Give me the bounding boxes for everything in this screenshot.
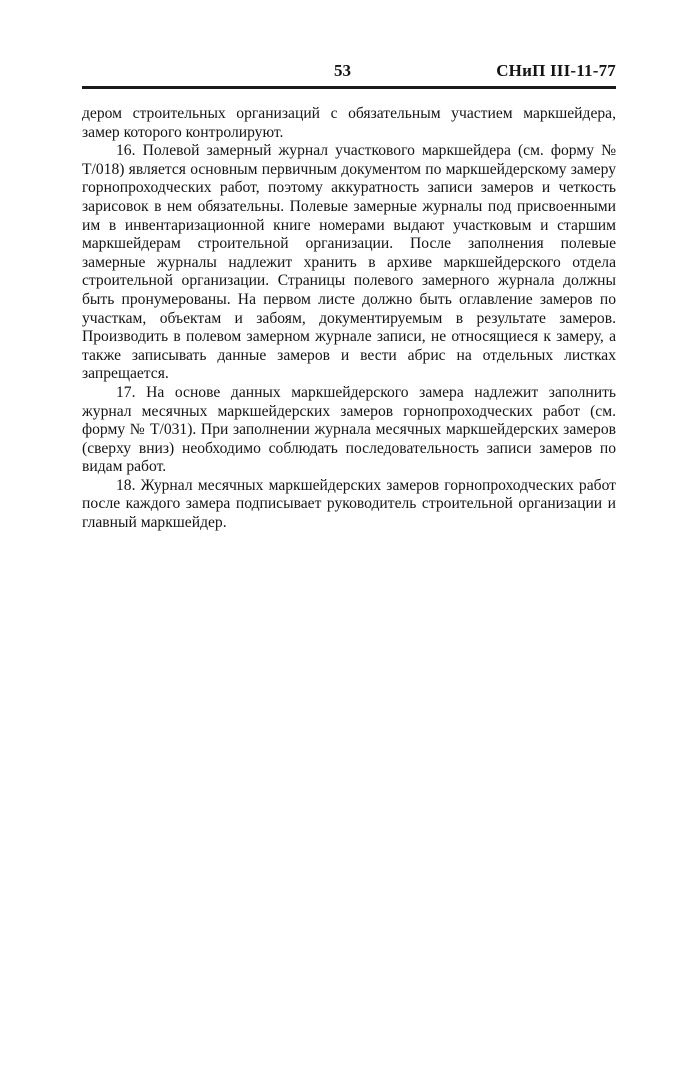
- paragraph-17: 17. На основе данных маркшейдерского замера надлежит заполнить журнал месячных маркшейдерских замеров горнопроходческих работ (см. форму № Т/031). При заполнении журнала месячных маркшейдерских замеров (сверху вниз) необходимо соблюдать последовательность записи замеров по видам работ.: [82, 383, 616, 476]
- paragraph-16: 16. Полевой замерный журнал участкового маркшейдера (см. форму № Т/018) является основным первичным документом по маркшейдерскому замеру горнопроходческих работ, поэтому аккуратность записи замеров и четкость зарисовок в нем обязательны. Полевые замерные журналы под присвоенными им в инвентаризационной книге номерами выдают участковым и старшим маркшейдерам строительной организации. После заполнения полевые замерные журналы надлежит хранить в архиве маркшейдерского отдела строительной организации. Страницы полевого замерного журнала должны быть пронумерованы. На первом листе должно быть оглавление замеров по участкам, объектам и забоям, документируемым в результате замеров. Производить в полевом замерном журнале записи, не относящиеся к замеру, а также записывать данные замеров и вести абрис на отдельных листках запрещается.: [82, 142, 616, 383]
- header-rule: [82, 86, 616, 89]
- page-header: [82, 60, 616, 84]
- page-number: 53: [334, 61, 351, 80]
- document-code: СНиП III-11-77: [496, 61, 616, 80]
- paragraph-18: 18. Журнал месячных маркшейдерских замеров горнопроходческих работ после каждого замера подписывает руководитель строительной организации и главный маркшейдер.: [82, 476, 616, 532]
- document-page: [82, 60, 616, 533]
- body-text: [82, 105, 616, 533]
- paragraph-continuation: дером строительных организаций с обязательным участием маркшейдера, замер которого контролируют.: [82, 105, 616, 141]
